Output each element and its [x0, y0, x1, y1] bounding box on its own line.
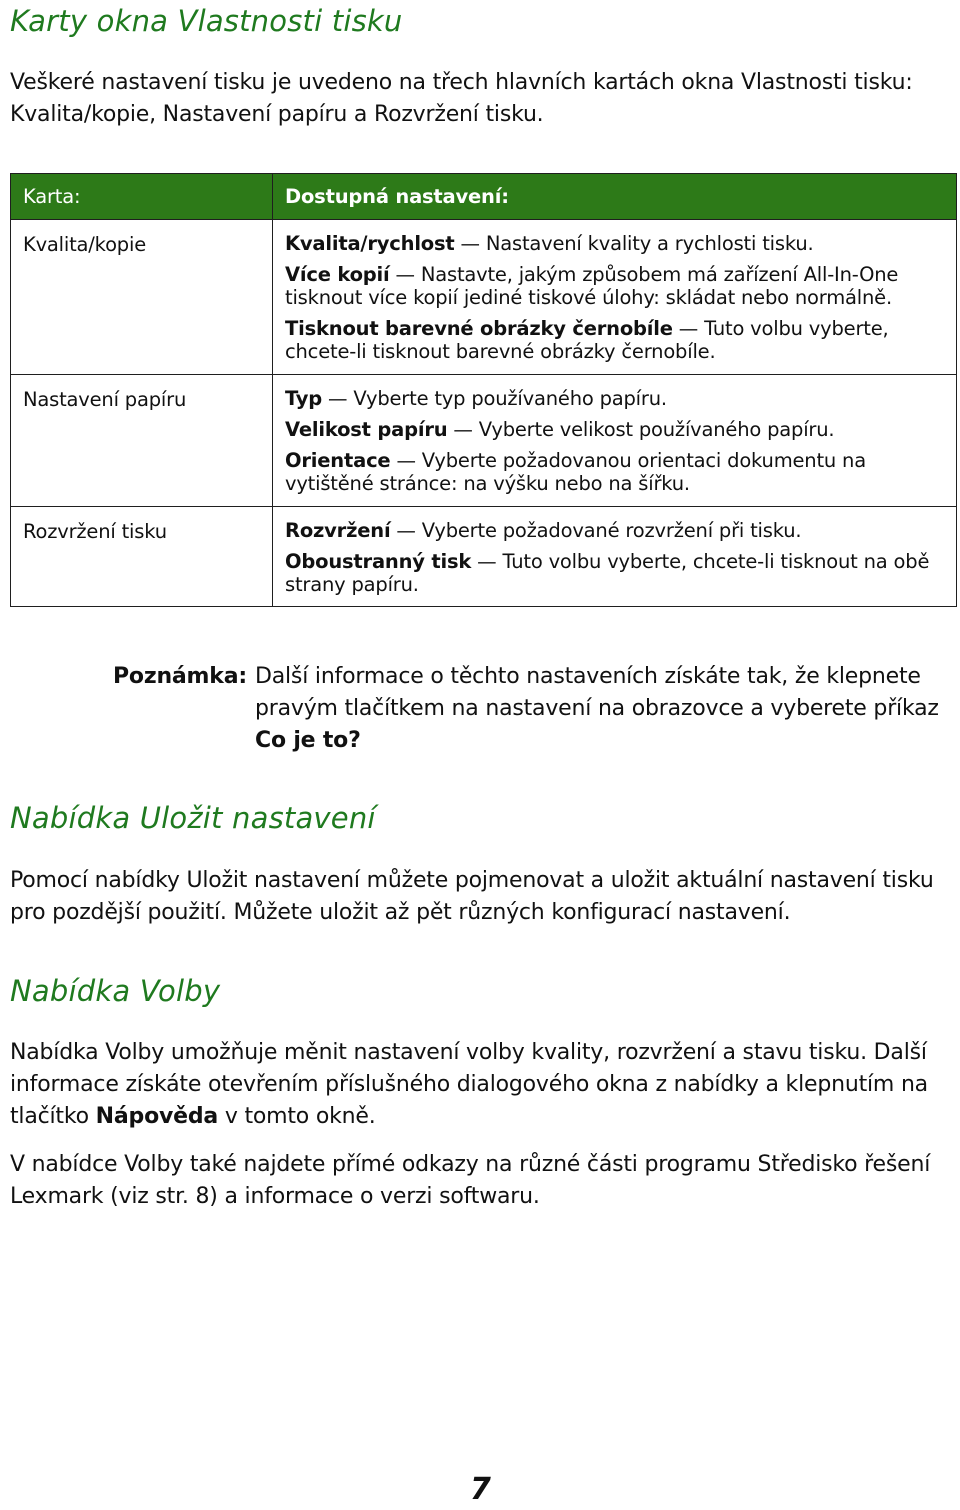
option-name: Více kopií: [285, 263, 390, 286]
option-item: Orientace — Vyberte požadovanou orientaci dokumentu na vytištěné stránce: na výšku nebo na šířku.: [285, 449, 866, 495]
option-desc: Vyberte typ používaného papíru.: [353, 387, 667, 410]
option-item: Rozvržení — Vyberte požadované rozvržení při tisku.: [285, 519, 802, 542]
option-name: Rozvržení: [285, 519, 391, 542]
table-row: [11, 220, 957, 375]
tab-options: [273, 507, 957, 607]
tab-name: Rozvržení tisku: [11, 507, 273, 607]
options-paragraph-2: V nabídce Volby také najdete přímé odkazy na různé části programu Středisko řešení Lexmark (viz str. 8) a informace o verzi softwaru.: [10, 1152, 931, 1209]
option-desc: Vyberte požadovanou orientaci dokumentu na vytištěné stránce: na výšku nebo na šířku.: [285, 449, 866, 495]
save-settings-paragraph: Pomocí nabídky Uložit nastavení můžete pojmenovat a uložit aktuální nastavení tisku pro pozdější použití. Můžete uložit až pět různých konfigurací nastavení.: [10, 868, 934, 925]
section-title-options-menu: Nabídka Volby: [10, 974, 221, 1008]
option-desc: Tuto volbu vyberte, chcete-li tisknout na obě strany papíru.: [285, 550, 930, 596]
option-item: Více kopií — Nastavte, jakým způsobem má zařízení All-In-One tisknout více kopií jediné tiskové úlohy: skládat nebo normálně.: [285, 263, 899, 309]
option-item: Typ — Vyberte typ používaného papíru.: [285, 387, 667, 410]
settings-table: [10, 173, 957, 607]
section-title-print-properties: Karty okna Vlastnosti tisku: [10, 4, 403, 38]
options-paragraph-1: [10, 1037, 945, 1133]
options-text-before: Nabídka Volby umožňuje měnit nastavení volby kvality, rozvržení a stavu tisku. Další informace získáte otevřením příslušného dialogového okna z nabídky a klepnutím na tlačítko: [10, 1040, 928, 1129]
section-title-save-settings: Nabídka Uložit nastavení: [10, 801, 376, 835]
option-desc: Nastavte, jakým způsobem má zařízení All-In-One tisknout více kopií jediné tiskové úlohy: skládat nebo normálně.: [285, 263, 899, 309]
note-block: [113, 661, 953, 757]
option-name: Oboustranný tisk: [285, 550, 472, 573]
option-desc: Nastavení kvality a rychlosti tisku.: [485, 232, 814, 255]
note-command: Co je to?: [255, 728, 361, 753]
option-item: Kvalita/rychlost — Nastavení kvality a rychlosti tisku.: [285, 232, 814, 255]
option-item: Oboustranný tisk — Tuto volbu vyberte, chcete-li tisknout na obě strany papíru.: [285, 550, 930, 596]
header-tab: Karta:: [11, 174, 273, 220]
option-item: Velikost papíru — Vyberte velikost používaného papíru.: [285, 418, 835, 441]
option-desc: Tuto volbu vyberte, chcete-li tisknout barevné obrázky černobíle.: [285, 317, 889, 363]
table-header-row: [11, 174, 957, 220]
table-row: [11, 375, 957, 507]
note-text-main: Další informace o těchto nastaveních získáte tak, že klepnete pravým tlačítkem na nastavení na obrazovce a vyberete příkaz: [255, 664, 939, 721]
options-text-after: v tomto okně.: [218, 1104, 376, 1129]
tab-name: Nastavení papíru: [11, 375, 273, 507]
tab-options: [273, 220, 957, 375]
option-name: Velikost papíru: [285, 418, 448, 441]
option-item: Tisknout barevné obrázky černobíle — Tuto volbu vyberte, chcete-li tisknout barevné obrázky černobíle.: [285, 317, 889, 363]
tab-options: [273, 375, 957, 507]
option-name: Typ: [285, 387, 323, 410]
note-label: Poznámka:: [113, 664, 247, 689]
header-settings: Dostupná nastavení:: [273, 174, 957, 220]
tab-name: Kvalita/kopie: [11, 220, 273, 375]
help-button-ref: Nápověda: [95, 1104, 219, 1129]
option-name: Orientace: [285, 449, 391, 472]
option-desc: Vyberte požadované rozvržení při tisku.: [421, 519, 802, 542]
option-name: Tisknout barevné obrázky černobíle: [285, 317, 673, 340]
option-name: Kvalita/rychlost: [285, 232, 455, 255]
intro-paragraph: Veškeré nastavení tisku je uvedeno na třech hlavních kartách okna Vlastnosti tisku: Kvalita/kopie, Nastavení papíru a Rozvržení tisku.: [10, 70, 913, 127]
note-text: [255, 661, 953, 757]
page-number: 7: [470, 1472, 491, 1507]
option-desc: Vyberte velikost používaného papíru.: [478, 418, 835, 441]
table-row: [11, 507, 957, 607]
